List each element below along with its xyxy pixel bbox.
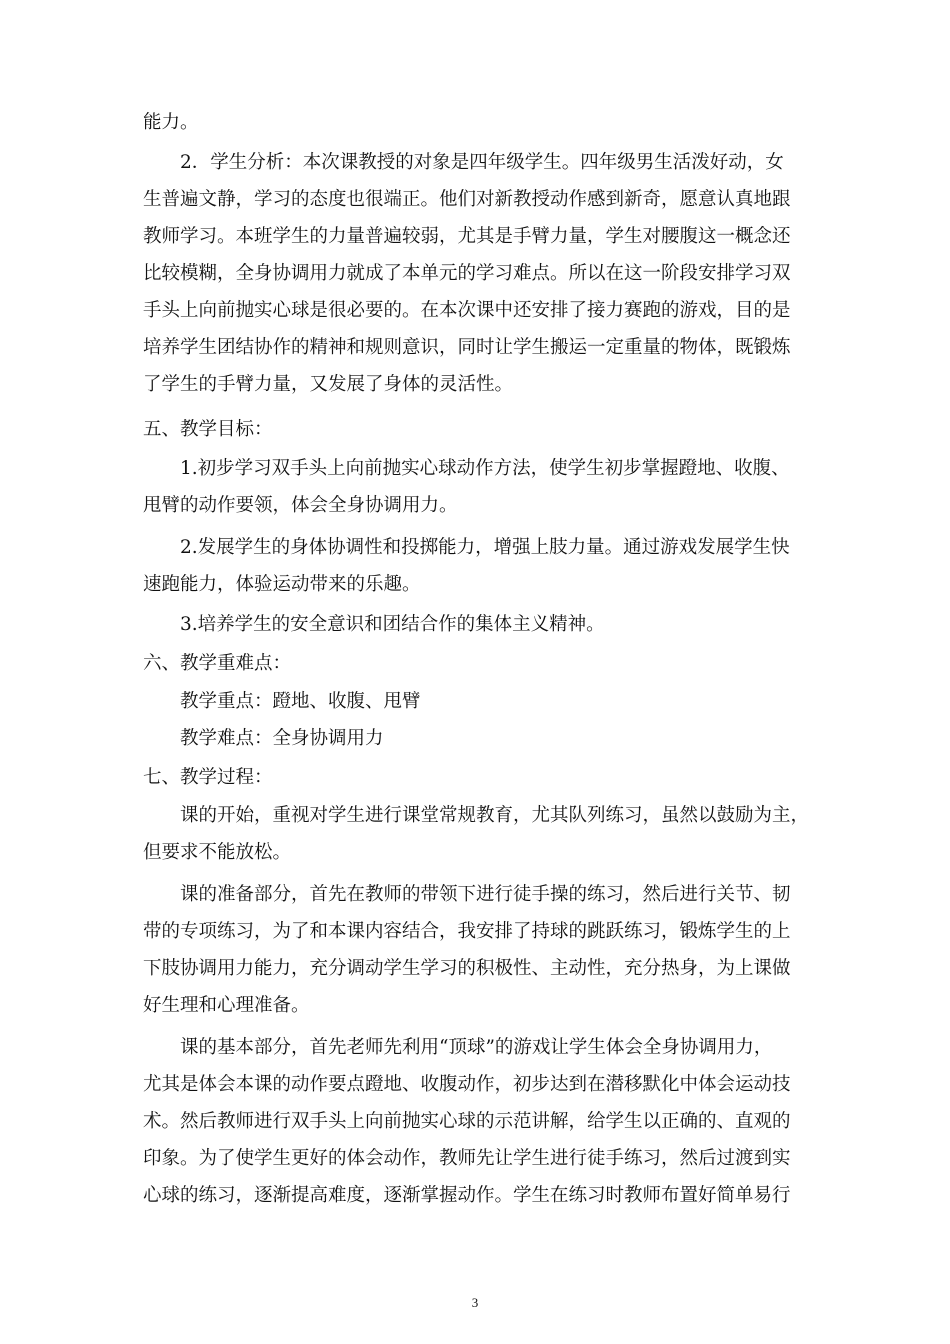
text-line: 印象。为了使学生更好的体会动作，教师先让学生进行徒手练习，然后过渡到实 xyxy=(143,1148,791,1169)
text-line: 能力。 xyxy=(143,112,199,133)
section-heading: 七、教学过程： xyxy=(143,767,273,788)
text-line: 速跑能力，体验运动带来的乐趣。 xyxy=(143,574,421,595)
text-line: 3.培养学生的安全意识和团结合作的集体主义精神。 xyxy=(180,614,605,635)
text-line: 手头上向前抛实心球是很必要的。在本次课中还安排了接力赛跑的游戏，目的是 xyxy=(143,300,791,321)
text-line: 了学生的手臂力量，又发展了身体的灵活性。 xyxy=(143,374,514,395)
text-line: 2.发展学生的身体协调性和投掷能力，增强上肢力量。通过游戏发展学生快 xyxy=(180,537,790,558)
text-line: 课的开始，重视对学生进行课堂常规教育，尤其队列练习，虽然以鼓励为主， xyxy=(180,805,810,826)
text-line: 生普遍文静，学习的态度也很端正。他们对新教授动作感到新奇，愿意认真地跟 xyxy=(143,189,791,210)
text-line: 术。然后教师进行双手头上向前抛实心球的示范讲解，给学生以正确的、直观的 xyxy=(143,1111,791,1132)
text-line: 课的准备部分，首先在教师的带领下进行徒手操的练习，然后进行关节、韧 xyxy=(180,884,791,905)
text-line: 心球的练习，逐渐提高难度，逐渐掌握动作。学生在练习时教师布置好简单易行 xyxy=(143,1185,791,1206)
text-line: 教学难点：全身协调用力 xyxy=(180,728,384,749)
text-line: 课的基本部分，首先老师先利用“顶球”的游戏让学生体会全身协调用力， xyxy=(180,1037,773,1058)
text-line: 下肢协调用力能力，充分调动学生学习的积极性、主动性，充分热身，为上课做 xyxy=(143,958,791,979)
text-line: 1.初步学习双手头上向前抛实心球动作方法，使学生初步掌握蹬地、收腹、 xyxy=(180,458,790,479)
text-line: 好生理和心理准备。 xyxy=(143,995,310,1016)
text-line: 教师学习。本班学生的力量普遍较弱，尤其是手臂力量，学生对腰腹这一概念还 xyxy=(143,226,791,247)
text-line: 比较模糊，全身协调用力就成了本单元的学习难点。所以在这一阶段安排学习双 xyxy=(143,263,791,284)
section-heading: 五、教学目标： xyxy=(143,419,273,440)
text-line: 2．学生分析：本次课教授的对象是四年级学生。四年级男生活泼好动，女 xyxy=(180,152,784,173)
text-line: 培养学生团结协作的精神和规则意识，同时让学生搬运一定重量的物体，既锻炼 xyxy=(143,337,791,358)
text-line: 甩臂的动作要领，体会全身协调用力。 xyxy=(143,495,458,516)
text-line: 尤其是体会本课的动作要点蹬地、收腹动作，初步达到在潜移默化中体会运动技 xyxy=(143,1074,791,1095)
section-heading: 六、教学重难点： xyxy=(143,653,292,674)
text-line: 教学重点：蹬地、收腹、甩臂 xyxy=(180,691,421,712)
text-line: 带的专项练习，为了和本课内容结合，我安排了持球的跳跃练习，锻炼学生的上 xyxy=(143,921,791,942)
text-line: 但要求不能放松。 xyxy=(143,842,292,863)
page-number: 3 xyxy=(471,1295,479,1310)
